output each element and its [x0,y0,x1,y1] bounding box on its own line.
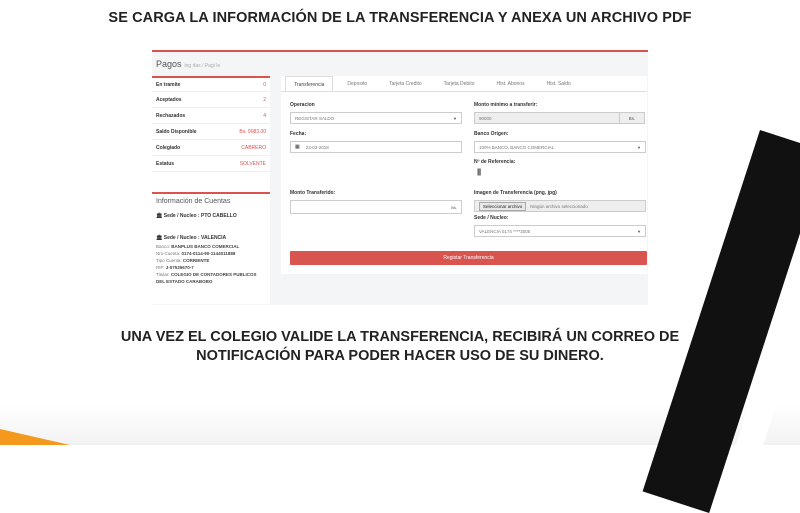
page-heading: SE CARGA LA INFORMACIÓN DE LA TRANSFERENCIA Y ANEXA UN ARCHIVO PDF [108,10,692,26]
chevron-down-icon: ▼ [453,116,457,121]
currency-addon: Bs. [451,205,457,210]
tab-deposito[interactable]: Deposito [347,81,368,87]
sidebar-row [152,76,270,92]
banco-origen-value: 100% BANCO, BANCO COMERCIAL [479,144,555,150]
sede-nucleo-label: Sede / Nucleo: [474,215,509,221]
referencia-label: Nº de Referencia: [474,159,516,165]
sidebar-value: Bs. 9083.00 [239,128,266,135]
sidebar-row [152,124,270,140]
sidebar-value: SOLVENTE [239,160,266,167]
sidebar-row [152,108,270,124]
payment-tabs [281,76,647,92]
sidebar-label: Rechazados [156,112,186,119]
file-status: Ningún archivo seleccionado [530,203,588,209]
operacion-select[interactable] [290,112,462,124]
detail-key: RIF: [156,265,165,270]
register-transfer-button[interactable]: Registar Transferencia [290,251,647,265]
sede-line-2 [156,235,266,241]
notification-line-1: UNA VEZ EL COLEGIO VALIDE LA TRANSFERENCIA, RECIBIRÁ UN CORREO DE [120,329,680,345]
payment-form-panel [281,76,647,274]
accounts-info-card [152,192,270,304]
calendar-icon: ▦ [295,144,300,150]
operacion-value: REGISTAR SALDO [295,115,335,121]
notification-line-2: NOTIFICACIÓN PARA PODER HACER USO DE SU DINERO. [196,348,604,364]
sidebar-value: 0 [263,81,266,88]
sidebar-label: Saldo Disponible [156,128,197,135]
account-detail [156,243,266,250]
detail-value: J-07535670-7 [165,265,194,270]
imagen-transferencia-label: Imagen de Transferencia (png, jpg) [474,190,557,196]
chevron-down-icon: ▼ [637,229,641,234]
sidebar-label: Estatus [156,160,175,167]
account-detail [156,271,266,285]
operacion-label: Operacion [290,102,315,108]
monto-transferido-input[interactable] [290,200,462,214]
monto-transferido-label: Monto Transferido: [290,190,336,196]
panel-breadcrumb: ing das / Pagi le [184,63,221,69]
tab-tarjeta-credito[interactable]: Tarjeta Credito [389,81,422,87]
sidebar-label: Aceptados [156,96,182,103]
info-card-title: Información de Cuentas [156,198,231,205]
screenshot-panel [152,50,648,305]
sede-nucleo-select[interactable] [474,225,646,237]
fecha-label: Fecha: [290,131,307,137]
tab-transferencia[interactable]: Transferencia [285,76,333,91]
sidebar-value: CABRERO [241,144,266,151]
account-detail [156,250,266,257]
panel-title-text: Pagos [156,59,182,69]
detail-value: 0174-0114-90-1144011888 [181,251,236,256]
detail-value: CORRIENTE [182,258,210,263]
sidebar-value: 2 [263,96,266,103]
detail-key: Tipo Cuenta: [156,258,182,263]
sede-text: Sede / Nucleo : PTO CABELLO [163,213,237,219]
decorative-orange-corner [0,429,70,445]
fecha-value: 23-03-2018 [305,144,329,150]
notification-text [0,328,800,366]
sidebar-row [152,140,270,156]
sidebar-label: En tramite [156,81,181,88]
banco-origen-select[interactable] [474,141,646,153]
sidebar-label: Colegiado [156,144,181,151]
detail-key: Banco: [156,244,171,249]
bank-icon: 🏛 [156,235,163,241]
account-detail [156,264,266,271]
tab-hist-abonos[interactable]: Hist. Abonos [496,81,525,87]
file-upload-field[interactable] [474,200,646,212]
fecha-input[interactable] [290,141,462,153]
banco-origen-label: Banco Origen: [474,131,509,137]
sidebar-row [152,156,270,172]
monto-minimo-field [474,112,636,124]
monto-minimo-label: Monto mínimo a transferir: [474,102,538,108]
sede-nucleo-value: VALENCIA 0174 ****2005 [479,228,531,234]
tab-tarjeta-debito[interactable]: Tarjeta Debito [443,81,475,87]
sede-line-1 [156,213,266,219]
currency-addon: Bs. [619,112,645,124]
detail-key: Titular: [156,272,170,277]
account-detail [156,257,266,264]
sede-text: Sede / Nucleo : VALENCIA [163,235,227,241]
bank-icon: 🏛 [156,213,163,219]
detail-value: BANPLUS BANCO COMERCIAL [171,244,240,249]
panel-title [156,59,220,69]
chevron-down-icon: ▼ [637,145,641,150]
monto-minimo-value: 90000 [479,115,492,121]
tab-hist-saldo[interactable]: Hist. Saldo [546,81,571,87]
sidebar-value: 4 [263,112,266,119]
barcode-icon: |||| [477,169,481,176]
detail-key: Nro Cuenta: [156,251,181,256]
detail-value: COLEGIO DE CONTADORES PUBLICOS DEL ESTADO CARABOBO [156,272,257,284]
choose-file-button[interactable]: Seleccionar archivo [479,202,526,211]
sidebar-row [152,92,270,108]
